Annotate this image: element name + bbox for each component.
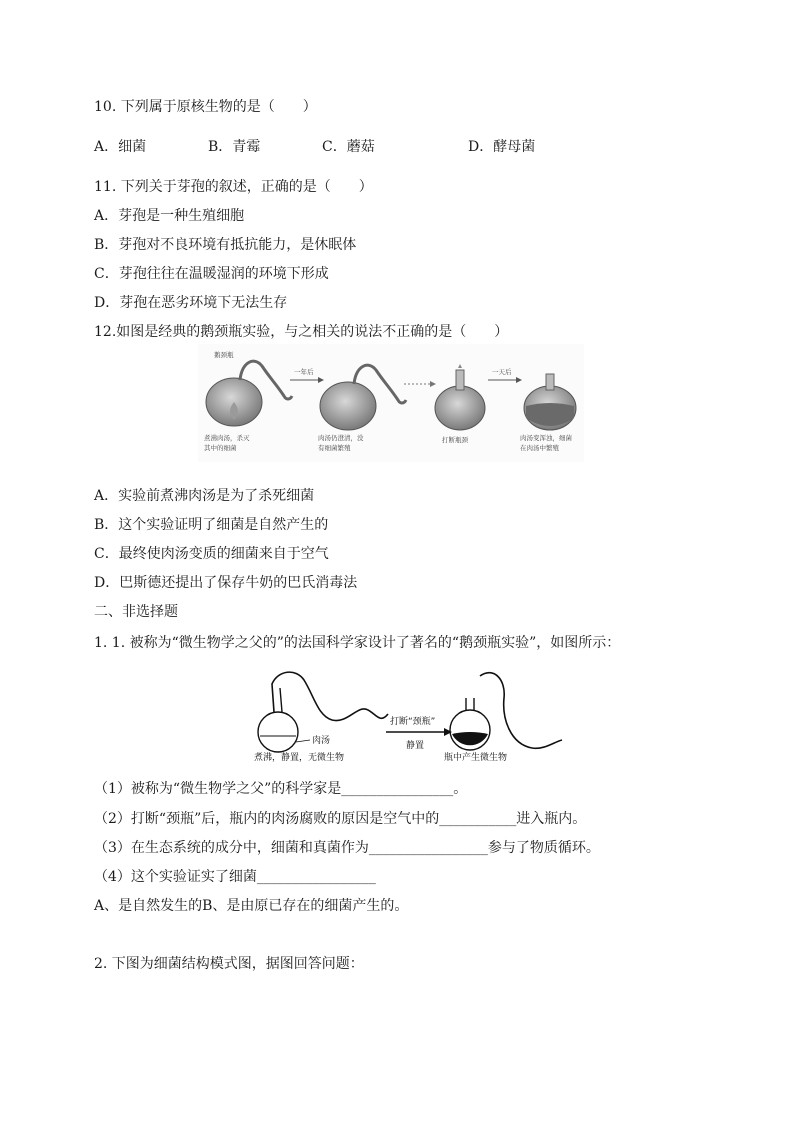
fig-left-caption: 煮沸，静置，无微生物 <box>254 753 345 763</box>
swan-neck-flask-figure <box>198 344 584 462</box>
q10-option-c: C．蘑菇 <box>322 139 375 155</box>
q11-option-c: C．芽孢往往在温暖湿润的环境下形成 <box>94 266 329 282</box>
q10-stem: 10. 下列属于原核生物的是（ ） <box>94 99 317 115</box>
nq2-stem: 2. 下图为细菌结构模式图，据图回答问题： <box>94 956 364 972</box>
q11-option-b: B．芽孢对不良环境有抵抗能力，是休眠体 <box>94 237 357 253</box>
pasteur-flask-figure <box>248 668 568 764</box>
fig-right-caption: 瓶中产生微生物 <box>444 753 508 763</box>
q11-option-a: A．芽孢是一种生殖细胞 <box>94 208 245 224</box>
nq1-stem: 1. 1. 被称为“微生物学之父的”的法国科学家设计了著名的“鹅颈瓶实验”，如图所示： <box>94 635 621 651</box>
q10-option-d: D．酵母菌 <box>468 139 536 155</box>
nq1-sub-3: （3）在生态系统的成分中，细菌和真菌作为_________________参与了物质循环。 <box>94 840 600 856</box>
section-heading: 二、非选择题 <box>94 604 178 620</box>
nq1-choices: A、是自然发生的B、是由原已存在的细菌产生的。 <box>94 898 409 914</box>
fig-cap2a: 肉汤仍澄清，没 <box>318 434 364 442</box>
fig-arrow-top-label: 打断“颈瓶” <box>390 717 436 727</box>
nq1-sub-1: （1）被称为“微生物学之父”的科学家是________________。 <box>94 781 468 797</box>
fig-broth-label: 肉汤 <box>312 736 331 746</box>
nq1-sub-4: （4）这个实验证实了细菌_________________ <box>94 869 376 885</box>
nq1-sub-2: （2）打断“颈瓶”后，瓶内的肉汤腐败的原因是空气中的___________进入瓶内。 <box>94 811 587 827</box>
fig-cap4a: 肉汤变浑浊，细菌 <box>520 434 572 442</box>
fig-cap2b: 有细菌繁殖 <box>318 444 351 452</box>
fig-cap1b: 其中的细菌 <box>204 444 237 452</box>
q10-option-b: B．青霉 <box>208 139 261 155</box>
fig-arrow2-label: 一天后 <box>492 368 512 376</box>
fig-flask-label: 鹅颈瓶 <box>214 351 234 359</box>
fig-cap1a: 煮沸肉汤，杀灭 <box>204 434 250 442</box>
fig-cap3: 打断瓶颈 <box>442 436 468 444</box>
q12-option-b: B．这个实验证明了细菌是自然产生的 <box>94 517 329 533</box>
q11-option-d: D．芽孢在恶劣环境下无法生存 <box>94 295 288 311</box>
right-flask-icon <box>450 673 562 750</box>
fig-cap4b: 在肉汤中繁殖 <box>520 444 559 452</box>
q12-option-d: D．巴斯德还提出了保存牛奶的巴氏消毒法 <box>94 575 358 591</box>
fig-arrow1-label: 一年后 <box>294 368 314 376</box>
q12-stem: 12.如图是经典的鹅颈瓶实验，与之相关的说法不正确的是（ ） <box>94 324 509 340</box>
q12-option-c: C．最终使肉汤变质的细菌来自于空气 <box>94 546 329 562</box>
q12-option-a: A．实验前煮沸肉汤是为了杀死细菌 <box>94 488 315 504</box>
q11-stem: 11. 下列关于芽孢的叙述，正确的是（ ） <box>94 179 373 195</box>
fig-arrow-bottom-label: 静置 <box>406 741 425 751</box>
q10-option-a: A．细菌 <box>94 139 147 155</box>
